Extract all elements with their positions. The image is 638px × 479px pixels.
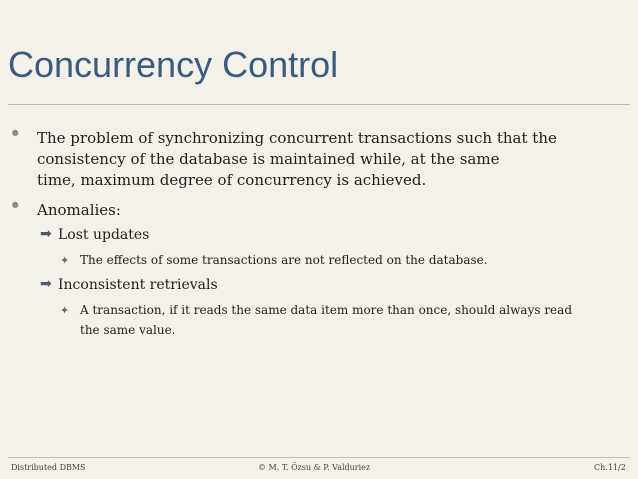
bullet-1-line-1: The problem of synchronizing concurrent transactions such that the [37, 129, 557, 147]
bullet-1-line-3: time, maximum degree of concurrency is achieved. [37, 171, 427, 189]
footer-left: Distributed DBMS [11, 463, 86, 472]
title-divider [8, 104, 630, 105]
subitem-inconsistent-retrievals: Inconsistent retrievals [58, 277, 218, 293]
bullet-2-line-1: Anomalies: [37, 201, 121, 219]
subitem-lost-updates: Lost updates [58, 227, 150, 243]
inconsistent-retrievals-detail-line-2: the same value. [80, 323, 176, 337]
star-bullet-icon: ✦ [60, 254, 70, 267]
slide-title: Concurrency Control [8, 44, 339, 85]
arrow-right-icon: ➡ [40, 276, 52, 292]
bullet-1-line-2: consistency of the database is maintained while, at the same [37, 150, 500, 168]
star-bullet-icon: ✦ [60, 304, 70, 317]
bullet-dot-icon: • [9, 194, 22, 218]
bullet-dot-icon: • [9, 122, 22, 146]
footer-right: Ch.11/2 [594, 463, 626, 472]
arrow-right-icon: ➡ [40, 226, 52, 242]
footer-center: © M. T. Özsu & P. Valduriez [258, 463, 371, 472]
lost-updates-detail: The effects of some transactions are not reflected on the database. [80, 253, 488, 267]
inconsistent-retrievals-detail-line-1: A transaction, if it reads the same data item more than once, should always read [80, 303, 572, 317]
footer-divider [8, 457, 630, 458]
